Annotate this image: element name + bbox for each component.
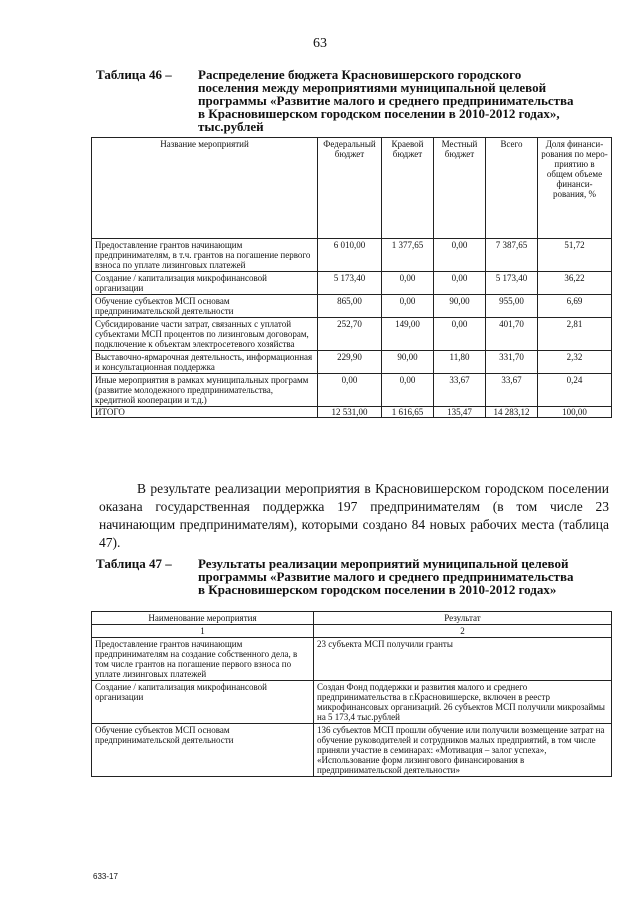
table-cell: 5 173,40 [318,272,382,295]
table-cell: 6 010,00 [318,239,382,272]
table-row [92,239,612,272]
column-number: 1 [92,625,314,638]
table-row [92,374,612,407]
table-cell: 865,00 [318,295,382,318]
table-cell: 6,69 [538,295,612,318]
table-cell: 90,00 [382,351,434,374]
table-cell: 0,00 [434,239,486,272]
table-cell: Предоставление грантов начинающим предпринимателям, в т.ч. грантов на погашение первого взноса по уплате лизинговых платежей [92,239,318,272]
table-row [92,318,612,351]
column-header: Результат [314,612,612,625]
body-paragraph: В результате реализации мероприятия в Красновишерском городском поселении оказана государственная поддержка 197 предпринимателям (в том числе 23 начинающим предпринимателям), которыми создано 84 новых рабочих места (таблица 47). [99,481,609,550]
column-header: Название мероприятий [92,138,318,239]
table-cell: 135,47 [434,407,486,418]
table-cell: 0,00 [382,272,434,295]
table-cell: 331,70 [486,351,538,374]
document-code: 633-17 [93,872,118,881]
column-number-row [92,625,612,638]
table-cell: 0,24 [538,374,612,407]
table-row [92,638,612,681]
column-header: Местный бюджет [434,138,486,239]
table-cell: Создание / капитализация микрофинансовой организации [92,272,318,295]
table-cell: 33,67 [486,374,538,407]
table-row [92,681,612,724]
budget-distribution-table [91,137,612,418]
table-header-row [92,612,612,625]
table-cell: 1 616,65 [382,407,434,418]
table-cell: 23 субъекта МСП получили гранты [314,638,612,681]
table-47-title: Результаты реализации мероприятий муниципальной целевой программы «Развитие малого и среднего предпринимательства в Красновишерском городском поселении в 2010-2012 годах» [198,556,574,597]
table-cell: 252,70 [318,318,382,351]
table-cell: Субсидирование части затрат, связанных с уплатой субъектами МСП процентов по лизинговым договорам, подключение к объектам электросетевого хозяйства [92,318,318,351]
column-header: Краевой бюджет [382,138,434,239]
table-cell: Создан Фонд поддержки и развития малого и среднего предпринимательства в г.Красновишерске, включен в реестр микрофинансовых организаций. 26 субъектов МСП получили микрозаймы на 5 173,4 тыс.рублей [314,681,612,724]
table-cell: 11,80 [434,351,486,374]
results-table [91,611,612,777]
table-total-row [92,407,612,418]
column-header: Федеральный бюджет [318,138,382,239]
table-cell: 5 173,40 [486,272,538,295]
table-cell: Иные мероприятия в рамках муниципальных программ (развитие молодежного предпринимательства, кредитной кооперации и т.д.) [92,374,318,407]
table-row [92,351,612,374]
column-number: 2 [314,625,612,638]
table-cell: 33,67 [434,374,486,407]
table-cell: Создание / капитализация микрофинансовой организации [92,681,314,724]
table-47-caption [96,557,576,596]
table-cell: 100,00 [538,407,612,418]
table-cell: 229,90 [318,351,382,374]
table-cell: 12 531,00 [318,407,382,418]
page-number: 63 [313,36,327,51]
table-47-label: Таблица 47 – [96,556,172,571]
table-cell: Предоставление грантов начинающим предпринимателям на создание собственного дела, в том числе грантов на погашение первого взноса по уплате лизинговых платежей [92,638,314,681]
table-cell: 401,70 [486,318,538,351]
table-cell: 14 283,12 [486,407,538,418]
table-46-caption [96,68,576,133]
table-header-row [92,138,612,239]
table-cell: 90,00 [434,295,486,318]
table-row [92,295,612,318]
table-cell: 2,81 [538,318,612,351]
table-cell: 149,00 [382,318,434,351]
table-cell: 36,22 [538,272,612,295]
table-46-label: Таблица 46 – [96,67,172,82]
table-cell: 2,32 [538,351,612,374]
table-cell: 136 субъектов МСП прошли обучение или получили возмещение затрат на обучение руководителей и сотрудников малых предприятий, в том числе приняли участие в семинарах: «Мотивация – залог успеха», «Использование форм лизингового финансирования в предпринимательской деятельности» [314,724,612,777]
table-cell: 0,00 [434,318,486,351]
table-row [92,724,612,777]
table-cell: ИТОГО [92,407,318,418]
table-46-title: Распределение бюджета Красновишерского городского поселения между мероприятиями муниципальной целевой программы «Развитие малого и среднего предпринимательства в Красновишерском городском поселении в 2010-2012 годах», тыс.рублей [198,67,574,134]
table-cell: 7 387,65 [486,239,538,272]
column-header: Всего [486,138,538,239]
table-cell: 51,72 [538,239,612,272]
table-cell: 0,00 [382,374,434,407]
table-cell: Обучение субъектов МСП основам предпринимательской деятельности [92,295,318,318]
table-cell: 0,00 [382,295,434,318]
table-cell: 0,00 [434,272,486,295]
table-cell: 955,00 [486,295,538,318]
table-row [92,272,612,295]
table-cell: Выставочно-ярмарочная деятельность, информационная и консультационная поддержка [92,351,318,374]
column-header: Доля финанси-рования по меро-приятию в общем объеме финанси-рования, % [538,138,612,239]
table-cell: Обучение субъектов МСП основам предпринимательской деятельности [92,724,314,777]
table-cell: 1 377,65 [382,239,434,272]
column-header: Наименование мероприятия [92,612,314,625]
table-cell: 0,00 [318,374,382,407]
